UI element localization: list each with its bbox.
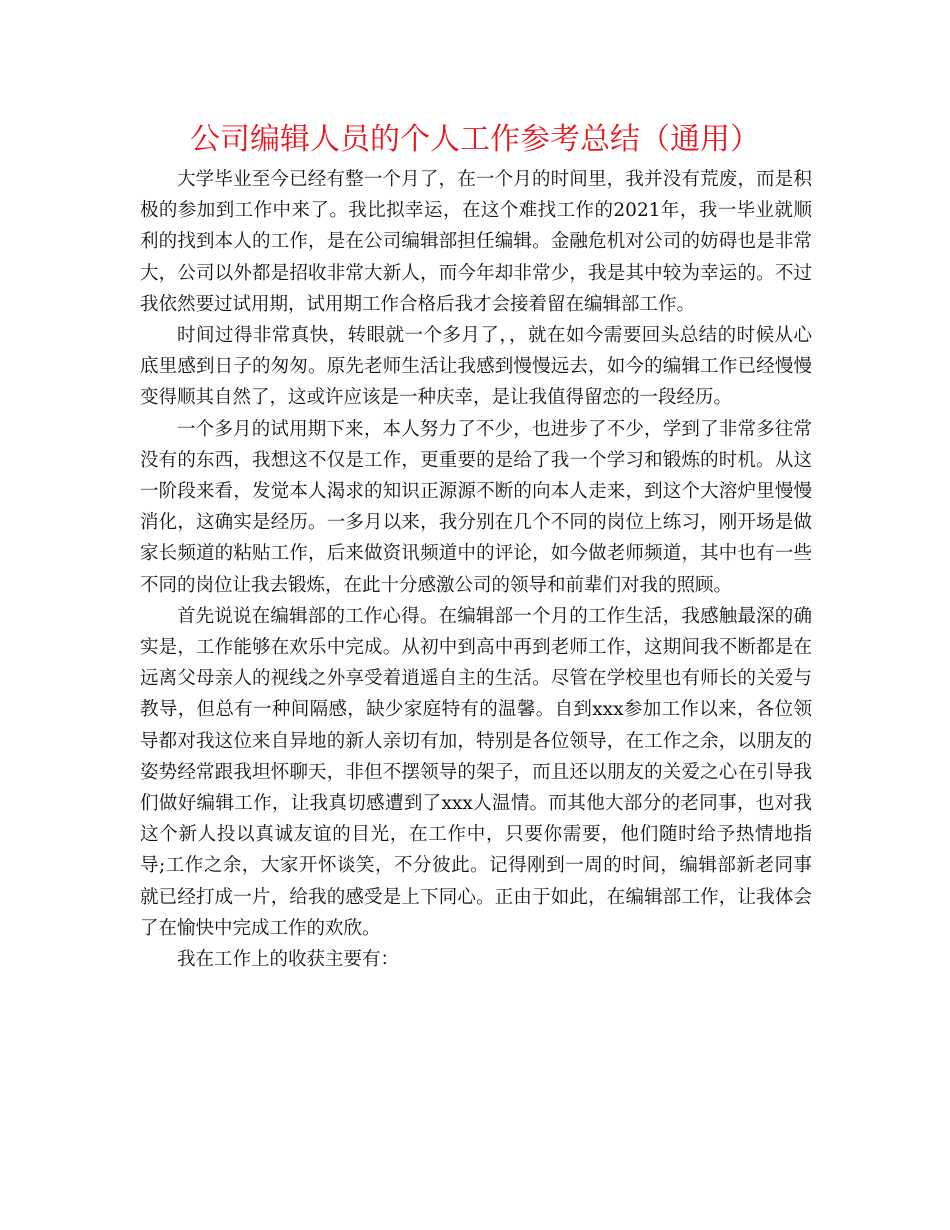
paragraph: 我在工作上的收获主要有： [177, 949, 400, 971]
paragraph: 一个多月的试用期下来，本人努力了不少，也进步了不少，学到了非常多往常没有的东西，我想这不仅是工作，更重要的是给了我一个学习和锻炼的时机。从这一阶段来看，发觉本人渴求的知识正源源不断的向本人走来，到这个大溶炉里慢慢消化，这确实是经历。一多月以来，我分别在几个不同的岗位上练习，刚开场是做家长频道的粘贴工作，后来做资讯频道中的评论，如今做老师频道，其中也有一些不同的岗位让我去锻炼，在此十分感激公司的领导和前辈们对我的照顾。 [140, 418, 812, 596]
document-title: 公司编辑人员的个人工作参考总结（通用） [190, 122, 760, 157]
paragraph: 时间过得非常真快，转眼就一个多月了，，就在如今需要回头总结的时候从心底里感到日子的匆匆。原先老师生活让我感到慢慢远去，如今的编辑工作已经慢慢变得顺其自然了，这或许应该是一种庆幸，是让我值得留恋的一段经历。 [140, 325, 812, 409]
paragraph: 首先说说在编辑部的工作心得。在编辑部一个月的工作生活，我感触最深的确实是，工作能够在欢乐中完成。从初中到高中再到老师工作，这期间我不断都是在远离父母亲人的视线之外享受着逍遥自主的生活。尽管在学校里也有师长的关爱与教导，但总有一种间隔感，缺少家庭特有的温馨。自到xxx参加工作以来，各位领导都对我这位来自异地的新人亲切有加，特别是各位领导，在工作之余，以朋友的姿势经常跟我坦怀聊天，非但不摆领导的架子，而且还以朋友的关爱之心在引导我们做好编辑工作，让我真切感遭到了xxx人温情。而其他大部分的老同事，也对我这个新人投以真诚友谊的目光，在工作中，只要你需要，他们随时给予热情地指导;工作之余，大家开怀谈笑，不分彼此。记得刚到一周的时间，编辑部新老同事就已经打成一片，给我的感受是上下同心。正由于如此，在编辑部工作，让我体会了在愉快中完成工作的欢欣。 [140, 605, 812, 939]
paragraph: 大学毕业至今已经有整一个月了，在一个月的时间里，我并没有荒废，而是积极的参加到工作中来了。我比拟幸运，在这个难找工作的2021年，我一毕业就顺利的找到本人的工作，是在公司编辑部担任编辑。金融危机对公司的妨碍也是非常大，公司以外都是招收非常大新人，而今年却非常少，我是其中较为幸运的。不过我依然要过试用期，试用期工作合格后我才会接着留在编辑部工作。 [140, 169, 812, 315]
document-body [140, 164, 812, 975]
